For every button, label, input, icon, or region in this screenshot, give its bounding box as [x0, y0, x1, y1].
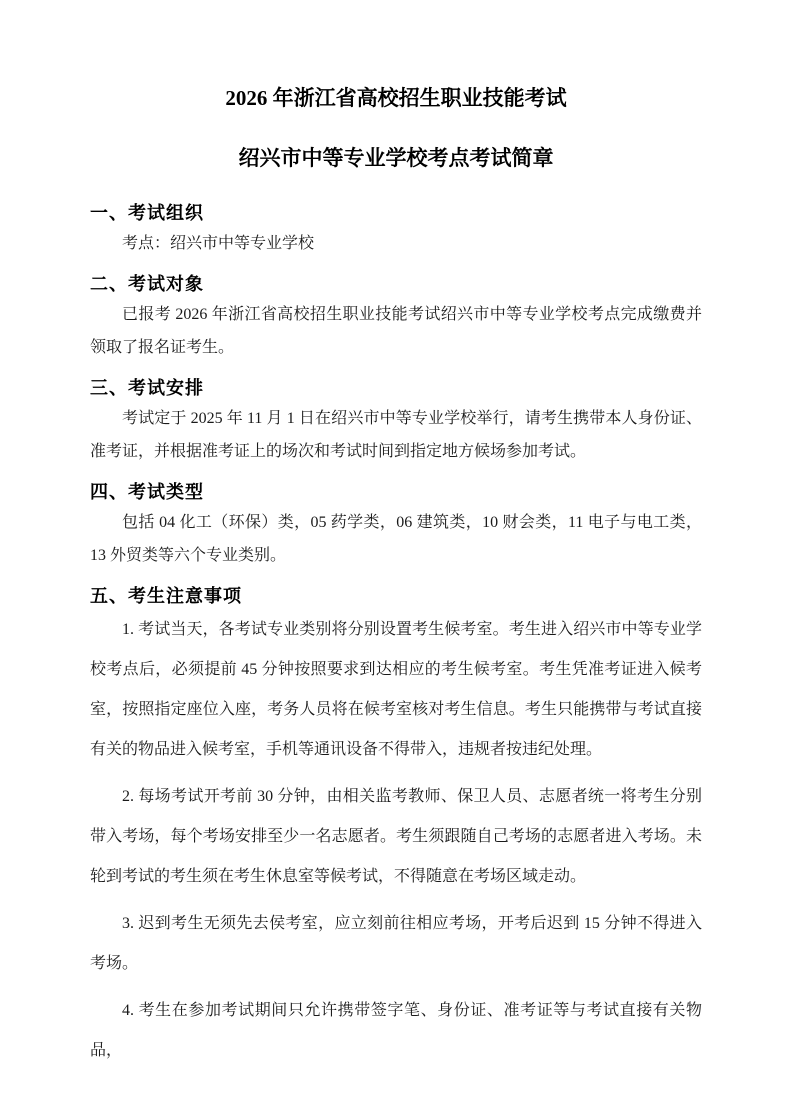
section-heading-exam-schedule: 三、考试安排 [90, 378, 204, 398]
section-heading-exam-types: 四、考试类型 [90, 482, 204, 502]
notice-item-4: 4. 考生在参加考试期间只允许携带签字笔、身份证、准考证等与考试直接有关物品， [90, 1002, 702, 1059]
paragraph-exam-schedule: 考试定于 2025 年 11 月 1 日在绍兴市中等专业学校举行，请考生携带本人身份证、准考证，并根据准考证上的场次和考试时间到指定地方候场参加考试。 [90, 410, 702, 460]
section-exam-types [90, 478, 702, 572]
section-heading-candidate-notes: 五、考生注意事项 [90, 586, 242, 606]
section-heading-exam-candidates: 二、考试对象 [90, 274, 204, 294]
doc-title-line-2: 绍兴市中等专业学校考点考试简章 [238, 146, 554, 170]
paragraph-exam-site: 考点：绍兴市中等专业学校 [122, 235, 315, 252]
section-candidate-notes [90, 582, 702, 1071]
section-exam-schedule [90, 374, 702, 468]
paragraph-exam-types: 包括 04 化工（环保）类，05 药学类，06 建筑类，10 财会类，11 电子与电工类，13 外贸类等六个专业类别。 [90, 514, 702, 564]
section-heading-exam-organization: 一、考试组织 [90, 203, 204, 223]
section-exam-candidates [90, 270, 702, 364]
notice-item-1: 1. 考试当天，各考试专业类别将分别设置考生候考室。考生进入绍兴市中等专业学校考点后，必须提前 45 分钟按照要求到达相应的考生候考室。考生凭准考证进入候考室，按照指定座位入座，考务人员将在候考室核对考生信息。考生只能携带与考试直接有关的物品进入候考室，手机等通讯设备不得带入，违规者按违纪处理。 [90, 621, 702, 758]
paragraph-exam-candidates: 已报考 2026 年浙江省高校招生职业技能考试绍兴市中等专业学校考点完成缴费并领取了报名证考生。 [90, 306, 702, 356]
notice-item-2: 2. 每场考试开考前 30 分钟，由相关监考教师、保卫人员、志愿者统一将考生分别带入考场，每个考场安排至少一名志愿者。考生须跟随自己考场的志愿者进入考场。未轮到考试的考生须在考生休息室等候考试，不得随意在考场区域走动。 [90, 788, 702, 885]
doc-title-line-1: 2026 年浙江省高校招生职业技能考试 [225, 86, 567, 110]
section-exam-organization [90, 199, 702, 260]
notice-item-3: 3. 迟到考生无须先去侯考室，应立刻前往相应考场，开考后迟到 15 分钟不得进入考场。 [90, 915, 702, 972]
